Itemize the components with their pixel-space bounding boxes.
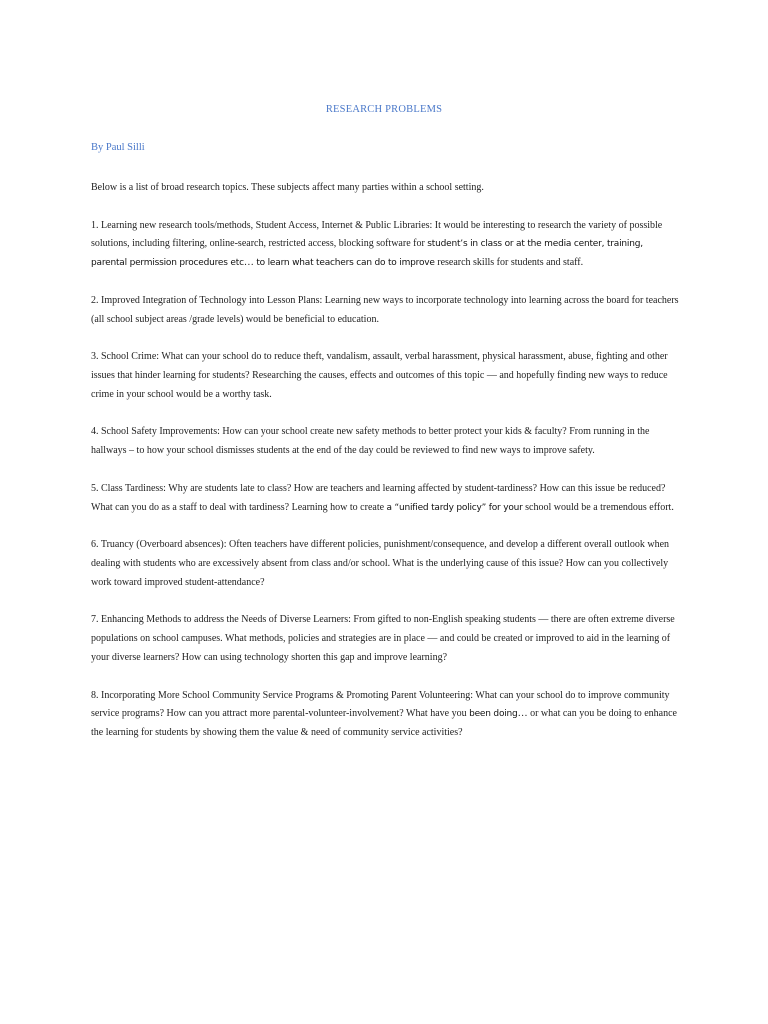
topic-5-inserted-text: a “unified tardy policy” for your <box>386 502 523 513</box>
author-byline: By Paul Silli <box>91 142 145 153</box>
topic-5-text: 5. Class Tardiness: Why are students late to class? How are teachers and learning affected by student-tardiness? How can this issue be reduced? What can you do as a staff to deal with tardiness? Learning how to create <box>91 482 666 513</box>
document-title: RESEARCH PROBLEMS <box>325 104 443 115</box>
topic-item-8 <box>91 687 679 743</box>
topic-item-3: 3. School Crime: What can your school do to reduce theft, vandalism, assault, verbal harassment, physical harassment, abuse, fighting and other issues that hinder learning for students? Researching the causes, effects and outcomes of this topic — and hopefully finding new ways to reduce crime in your school would be a worthy task. <box>91 351 668 400</box>
topic-item-1 <box>91 217 679 273</box>
topic-8-text: 8. Incorporating More School Community Service Programs & Promoting Parent Volunteering: What can your school do to improve community service programs? How can you attract more parental-volunteer-involvement? What have you <box>91 689 670 720</box>
topic-8-inserted-text: been doing <box>469 709 518 720</box>
topic-5-text-end: school would be a tremendous effort. <box>522 501 674 513</box>
topic-1-inserted-text: student’s in class or at the media center, training, parental permission procedures etc <box>91 239 643 269</box>
topic-1-inserted-text-2: to learn what teachers can do to improve <box>256 258 435 269</box>
topic-8-text-end: … or what can you be doing to enhance the learning for students by showing them the value & need of community service activities? <box>91 708 677 739</box>
topic-item-2: 2. Improved Integration of Technology into Lesson Plans: Learning new ways to incorporate technology into learning across the board for teachers (all school subject areas /grade levels) would be beneficial to education. <box>91 294 679 325</box>
topic-1-text-end: research skills for students and staff. <box>434 257 584 269</box>
topic-item-4: 4. School Safety Improvements: How can your school create new safety methods to better protect your kids & faculty? From running in the hallways – to how your school dismisses students at the end of the day could be reviewed to find new ways to improve safety. <box>91 426 650 457</box>
topic-item-5 <box>91 480 679 518</box>
topic-item-6: 6. Truancy (Overboard absences): Often teachers have different policies, punishment/consequence, and develop a different overall outlook when dealing with students who are excessively absent from class and/or school. What is the underlying cause of this issue? How can you collectively work toward improved student-attendance? <box>91 539 670 588</box>
document-body <box>91 179 679 762</box>
intro-paragraph: Below is a list of broad research topics. These subjects affect many parties within a school setting. <box>91 182 484 193</box>
topic-1-text: 1. Learning new research tools/methods, Student Access, Internet & Public Libraries: It would be interesting to research the variety of possible solutions, including filtering, online-search, restricted access, blocking software for <box>91 219 663 250</box>
topic-item-7: 7. Enhancing Methods to address the Needs of Diverse Learners: From gifted to non-English speaking students — there are often extreme diverse populations on school campuses. What methods, policies and strategies are in place — and could be created or improved to aid in the learning of your diverse learners? How can using technology shorten this gap and improve learning? <box>91 614 675 663</box>
topic-1-ellipsis: … <box>243 257 257 269</box>
